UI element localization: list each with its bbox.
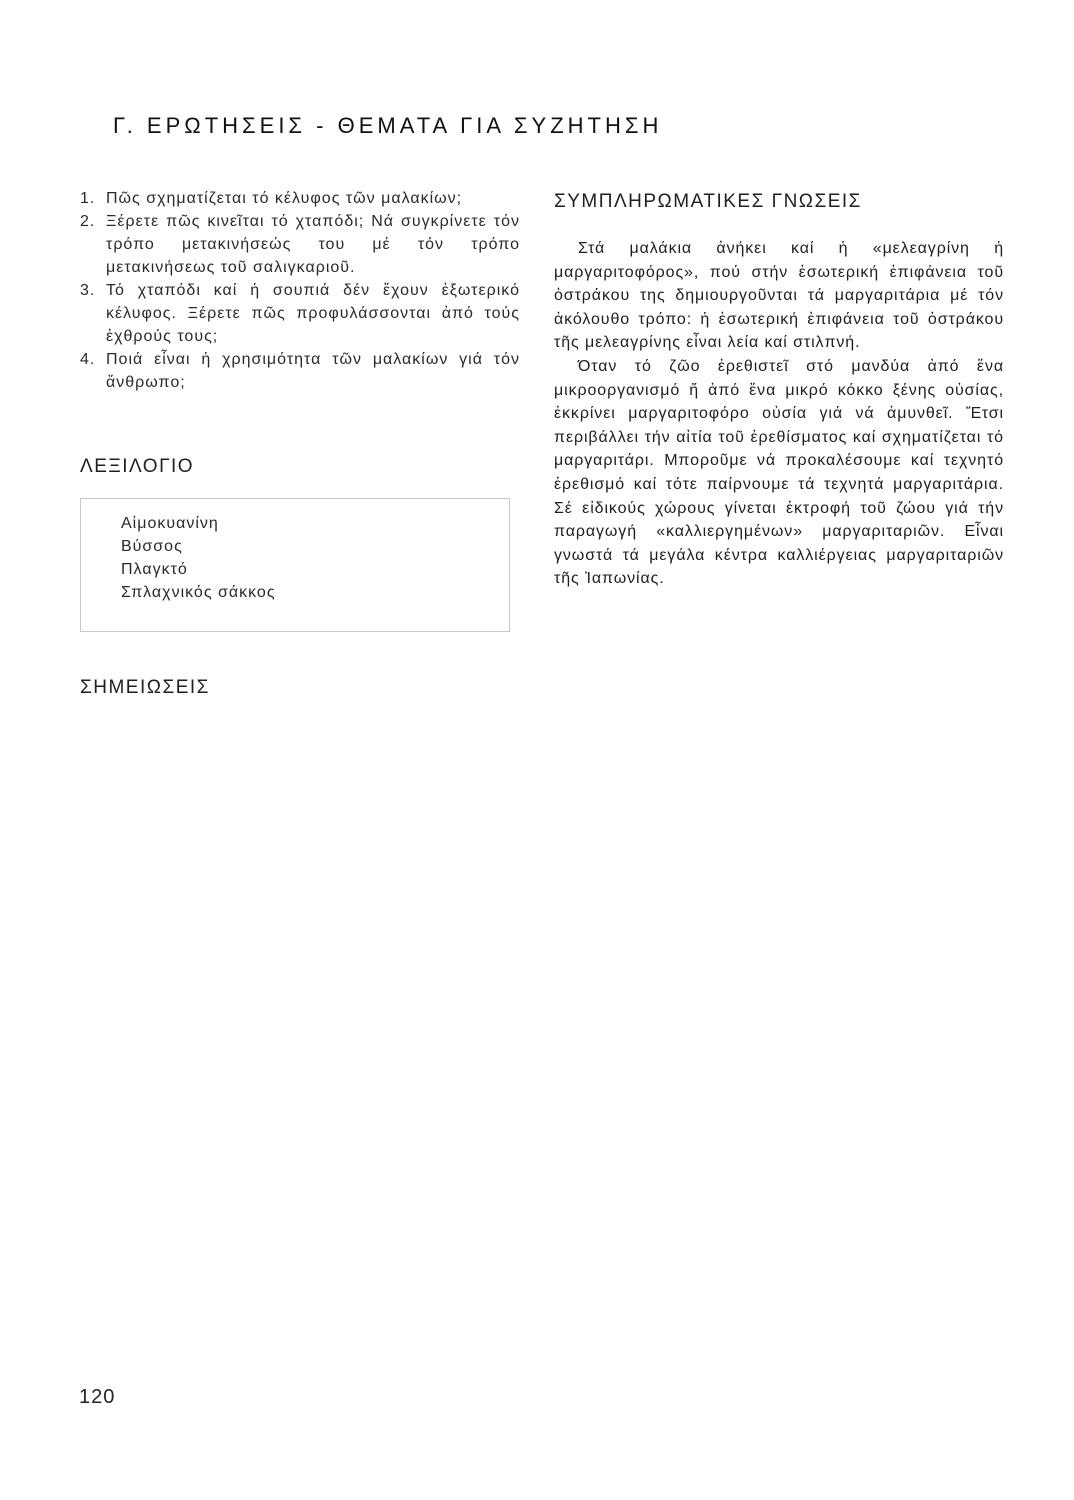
question-text: Ποιά εἶναι ἡ χρησιμότητα τῶν μαλακίων γιά τόν ἄνθρωπο;	[106, 351, 520, 391]
glossary-term: Αἱμοκυανίνη	[121, 515, 219, 532]
question-number: 4.	[80, 351, 96, 368]
supplementary-heading: ΣΥΜΠΛΗΡΩΜΑΤΙΚΕΣ ΓΝΩΣΕΙΣ	[554, 191, 862, 212]
supplementary-column	[554, 191, 1004, 591]
question-item	[80, 210, 520, 279]
supplementary-paragraph: Όταν τό ζῶο ἐρεθιστεῖ στό μανδύα ἀπό ἕνα μικροοργανισμό ἤ ἀπό ἕνα μικρό κόκκο ξένης οὐσίας, ἐκκρίνει μαργαριτοφόρο οὐσία γιά νά ἀμυνθεῖ. Ἔτσι περιβάλλει τήν αἰτία τοῦ ἐρεθίσματος καί σχηματίζεται τό μαργαριτάρι. Μποροῦμε νά προκαλέσουμε καί τεχνητό ἐρεθισμό καί τότε παίρνουμε τά τεχνητά μαργαριτάρια. Σέ εἰδικούς χώρους γίνεται ἐκτροφή τοῦ ζώου γιά τήν παραγωγή «καλλιεργημένων» μαργαριταριῶν. Εἶναι γνωστά τά μεγάλα κέντρα καλλιέργειας μαργαριταριῶν τῆς Ἰαπωνίας.	[554, 357, 1004, 588]
glossary-term: Σπλαχνικός σάκκος	[121, 584, 276, 601]
page-number: 120	[79, 1386, 116, 1408]
question-item	[80, 187, 520, 210]
question-text: Ξέρετε πῶς κινεῖται τό χταπόδι; Νά συγκρίνετε τόν τρόπο μετακινήσεώς του μέ τόν τρόπο μετακινήσεως τοῦ σαλιγκαριοῦ.	[106, 213, 520, 276]
glossary-term: Πλαγκτό	[121, 561, 188, 578]
question-text: Πῶς σχηματίζεται τό κέλυφος τῶν μαλακίων;	[106, 190, 463, 207]
question-number: 3.	[80, 282, 96, 299]
question-item	[80, 279, 520, 348]
question-item	[80, 348, 520, 394]
question-text: Τό χταπόδι καί ἡ σουπιά δέν ἔχουν ἐξωτερικό κέλυφος. Ξέρετε πῶς προφυλάσσονται ἀπό τούς ἐχθρούς τους;	[106, 282, 520, 345]
question-number: 1.	[80, 190, 96, 207]
supplementary-paragraph: Στά μαλάκια ἀνήκει καί ἡ «μελεαγρίνη ἡ μαργαριτοφόρος», πού στήν ἐσωτερική ἐπιφάνεια τοῦ ὀστράκου της δημιουργοῦνται τά μαργαριτάρια μέ τόν ἀκόλουθο τρόπο: ἡ ἐσωτερική ἐπιφάνεια τοῦ ὀστράκου τῆς μελεαγρίνης εἶναι λεία καί στιλπνή.	[554, 240, 1004, 352]
glossary-box	[80, 498, 510, 632]
glossary-term: Βύσσος	[121, 538, 183, 555]
question-number: 2.	[80, 213, 96, 230]
questions-list	[80, 187, 520, 394]
page-title: Γ. ΕΡΩΤΗΣΕΙΣ - ΘΕΜΑΤΑ ΓΙΑ ΣΥΖΗΤΗΣΗ	[113, 113, 663, 138]
questions-column	[80, 187, 520, 394]
lexicon-heading: ΛΕΞΙΛΟΓΙΟ	[80, 456, 195, 477]
notes-heading: ΣΗΜΕΙΩΣΕΙΣ	[80, 677, 210, 698]
